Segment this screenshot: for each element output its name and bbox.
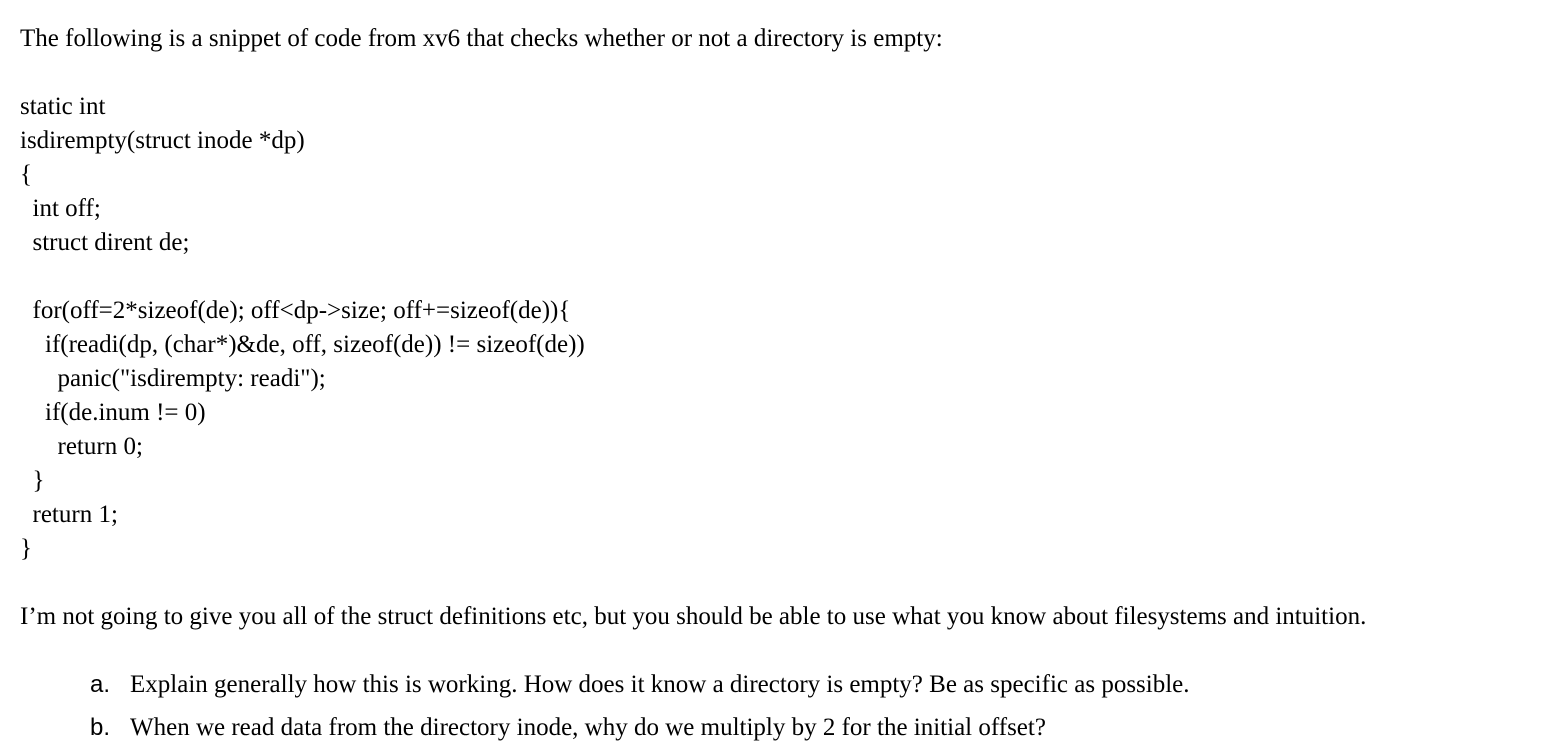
question-text: When we read data from the directory inode, why do we multiply by 2 for the initial offset? [130,714,1046,741]
intro-paragraph: The following is a snippet of code from xv6 that checks whether or not a directory is empty: [20,25,943,52]
code-snippet [20,90,585,566]
code-line [20,260,585,294]
code-line: } [20,467,45,494]
code-line: struct dirent de; [20,229,190,256]
code-line: for(off=2*sizeof(de); off<dp->size; off+=sizeof(de)){ [20,297,571,324]
code-line: if(readi(dp, (char*)&de, off, sizeof(de)) != sizeof(de)) [20,331,585,358]
question-item [90,668,1190,711]
code-line: return 0; [20,433,143,460]
code-line: static int [20,93,106,120]
code-line: isdirempty(struct inode *dp) [20,127,305,154]
code-line: panic("isdirempty: readi"); [20,365,326,392]
question-letter: b. [90,714,111,741]
outro-paragraph: I’m not going to give you all of the struct definitions etc, but you should be able to use what you know about filesystems and intuition. [20,603,1367,630]
code-line: if(de.inum != 0) [20,399,206,426]
question-list [90,668,1190,754]
code-line: return 1; [20,501,118,528]
question-text: Explain generally how this is working. How does it know a directory is empty? Be as specific as possible. [130,671,1190,698]
question-letter: a. [90,671,111,698]
question-item [90,711,1190,754]
code-line: } [20,535,32,562]
code-line: int off; [20,195,101,222]
code-line: { [20,161,32,188]
